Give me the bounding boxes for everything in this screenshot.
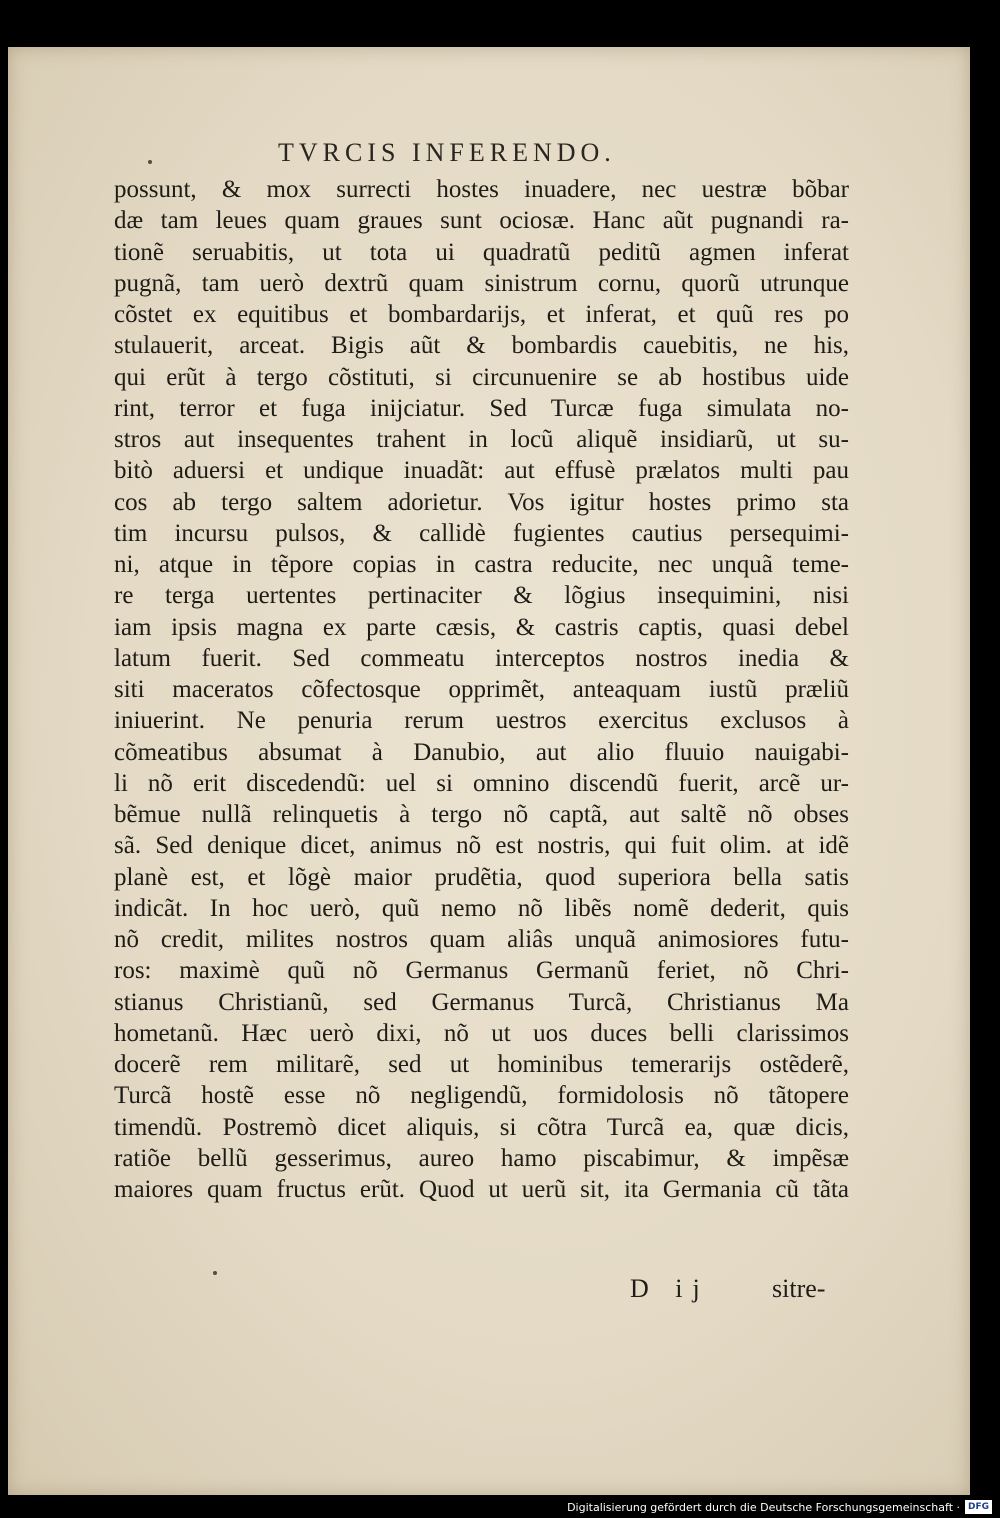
text-line: re terga uertentes pertinaciter & lõgius insequimini, nisi	[114, 582, 849, 610]
paper-speck	[213, 1271, 217, 1275]
text-line: maiores quam fructus erũt. Quod ut uerũ sit, ita Germania cũ tãta	[114, 1176, 849, 1203]
signature-mark: D ij	[630, 1274, 710, 1303]
text-line: ratiõe bellũ gesserimus, aureo hamo piscabimur, & impẽsæ	[114, 1144, 849, 1172]
text-line: bitò aduersi et undique inuadãt: aut effusè prælatos multi pau	[114, 457, 849, 485]
dfg-logo-icon: DFG	[965, 1500, 992, 1514]
text-line: cos ab tergo saltem adorietur. Vos igitur hostes primo sta	[114, 488, 849, 516]
text-line: rint, terror et fuga inijciatur. Sed Turcæ fuga simulata no-	[114, 394, 849, 422]
text-line: indicãt. In hoc uerò, quũ nemo nõ libẽs nomẽ dederit, quis	[114, 894, 849, 922]
text-line: hometanũ. Hæc uerò dixi, nõ ut uos duces belli clarissimos	[114, 1019, 849, 1047]
text-line: docerẽ rem militarẽ, sed ut hominibus temerarijs ostẽderẽ,	[114, 1051, 849, 1078]
text-line: possunt, & mox surrecti hostes inuadere, nec uestræ bõbar	[114, 176, 849, 203]
text-line: li nõ erit discedendũ: uel si omnino discendũ fuerit, arcẽ ur-	[114, 769, 849, 797]
text-line: pugnã, tam uerò dextrũ quam sinistrum cornu, quorũ utrunque	[114, 269, 849, 297]
text-line: cõstet ex equitibus et bombardarijs, et inferat, et quũ res po	[114, 301, 849, 328]
paper-speck	[148, 160, 152, 164]
footer-credit: Digitalisierung gefördert durch die Deutsche Forschungsgemeinschaft ·	[567, 1501, 960, 1514]
text-line: nõ credit, milites nostros quam aliâs unquã animosiores futu-	[114, 926, 849, 953]
text-line: Turcã hostẽ esse nõ negligendũ, formidolosis nõ tãtopere	[114, 1082, 849, 1110]
text-line: stianus Christianũ, sed Germanus Turcã, Christianus Ma	[114, 988, 849, 1016]
book-page	[8, 47, 970, 1495]
text-line: tim incursu pulsos, & callidè fugientes cautius persequimi-	[114, 519, 849, 547]
running-head: TVRCIS INFERENDO.	[278, 138, 616, 167]
text-line: iam ipsis magna ex parte cæsis, & castris captis, quasi debel	[114, 613, 849, 641]
text-line: qui erũt à tergo cõstituti, si circunuenire se ab hostibus uide	[114, 363, 849, 391]
text-line: sã. Sed denique dicet, animus nõ est nostris, qui fuit olim. at idẽ	[114, 832, 849, 860]
text-line: timendũ. Postremò dicet aliquis, si cõtra Turcã ea, quæ dicis,	[114, 1113, 849, 1141]
text-line: dæ tam leues quam graues sunt ociosæ. Hanc aũt pugnandi ra-	[114, 207, 849, 235]
text-line: bẽmue nullã relinquetis à tergo nõ captã, aut saltẽ nõ obses	[114, 801, 849, 828]
text-block	[114, 174, 849, 1205]
text-line: iniuerint. Ne penuria rerum uestros exercitus exclusos à	[114, 707, 849, 735]
text-line: stros aut insequentes trahent in locũ aliquẽ insidiarũ, ut su-	[114, 426, 849, 453]
text-line: siti maceratos cõfectosque opprimẽt, anteaquam iustũ præliũ	[114, 676, 849, 703]
text-line: tionẽ seruabitis, ut tota ui quadratũ peditũ agmen inferat	[114, 238, 849, 266]
text-line: ros: maximè quũ nõ Germanus Germanũ feriet, nõ Chri-	[114, 957, 849, 985]
text-line: cõmeatibus absumat à Danubio, aut alio fluuio nauigabi-	[114, 738, 849, 766]
text-line: stulauerit, arceat. Bigis aũt & bombardis cauebitis, ne his,	[114, 332, 849, 360]
catchword: sitre-	[772, 1274, 826, 1303]
text-line: latum fuerit. Sed commeatu interceptos nostros inedia &	[114, 644, 849, 672]
text-line: planè est, et lõgè maior prudẽtia, quod superiora bella satis	[114, 863, 849, 891]
text-line: ni, atque in tẽpore copias in castra reducite, nec unquã teme-	[114, 551, 849, 578]
footer-bar	[0, 1495, 1000, 1518]
